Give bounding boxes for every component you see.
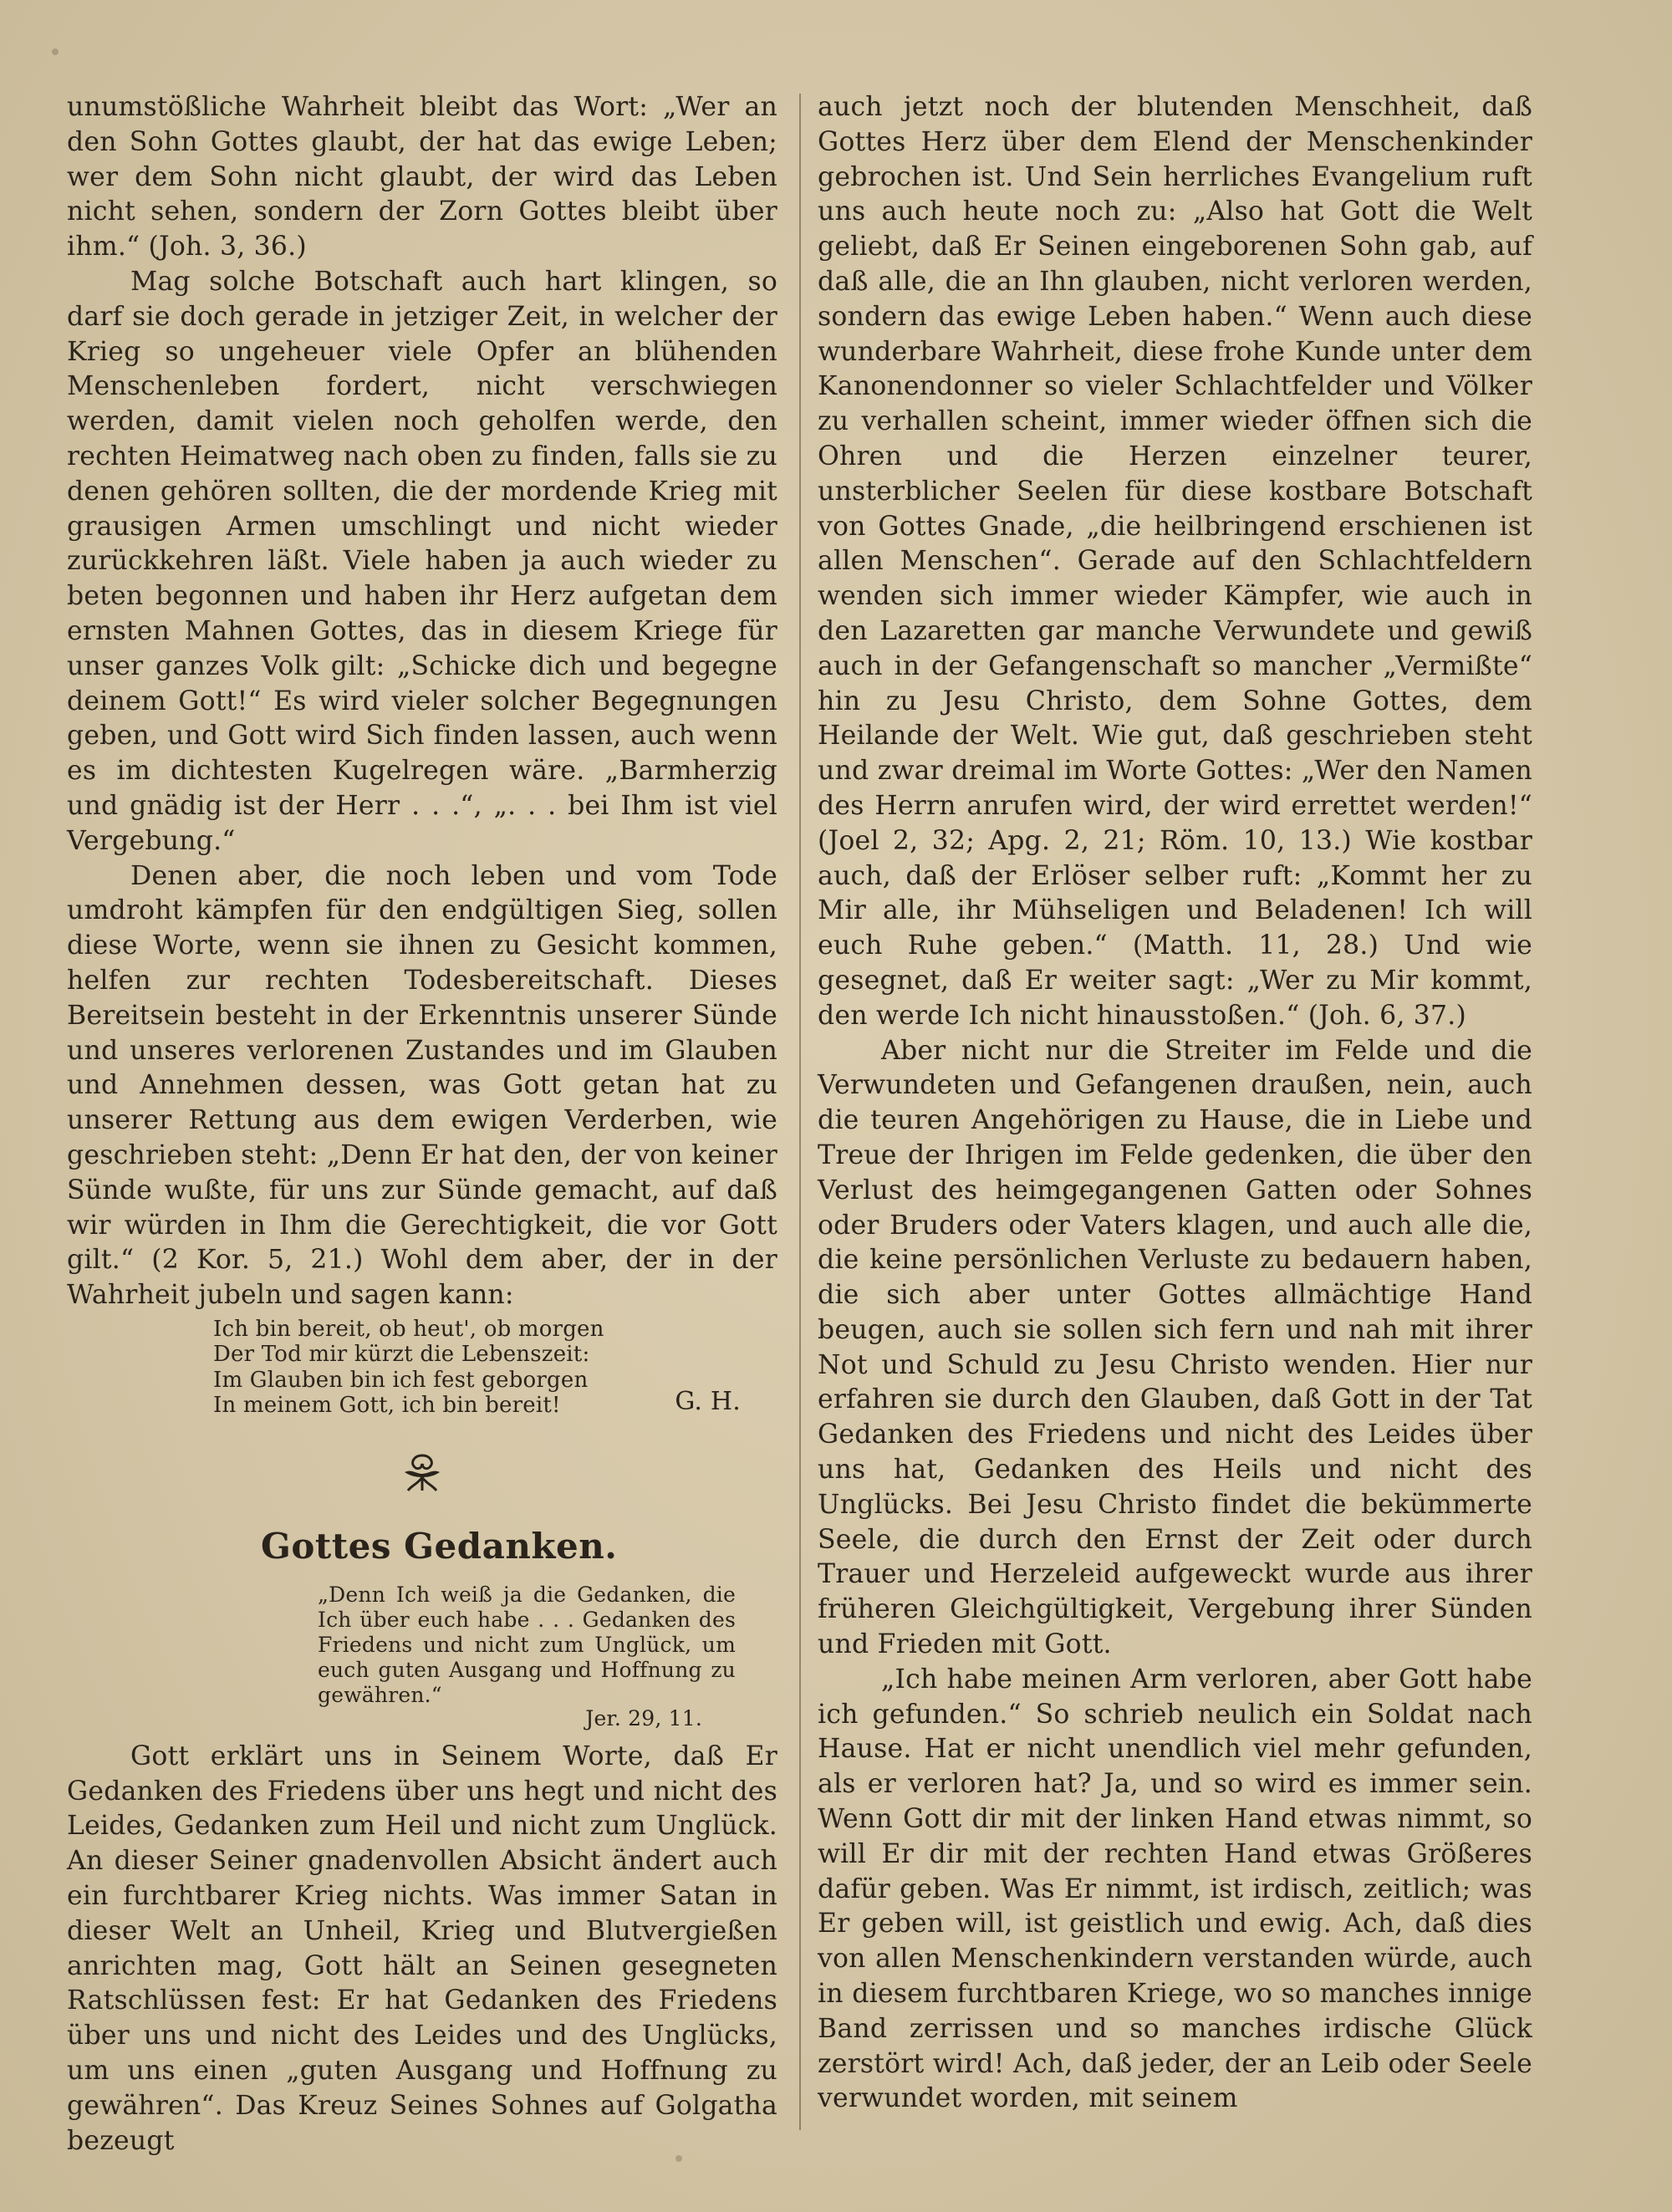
left-column (67, 90, 777, 2158)
paragraph: „Ich habe meinen Arm verloren, aber Gott habe ich gefunden.“ So schrieb neulich ein Soldat nach Hause. Hat er nicht unendlich viel mehr gefunden, als er verloren hat? Ja, und so wird es immer sein. Wenn Gott dir mit der linken Hand etwas nimmt, so will Er dir mit der rechten Hand etwas Größeres dafür geben. Was Er nimmt, ist irdisch, zeitlich; was Er geben will, ist geistlich und ewig. Ach, daß dies von allen Menschenkindern verstanden würde, auch in diesem furchtbaren Kriege, wo so manches innige Band zerrissen und so manches irdische Glück zerstört wird! Ach, daß jeder, der an Leib oder Seele verwundet worden, mit seinem (818, 1664, 1532, 2114)
motto-text: „Denn Ich weiß ja die Gedanken, die Ich über euch habe . . . Gedanken des Friedens und nicht zum Unglück, um euch guten Ausgang und Hoffnung zu gewähren.“ (318, 1582, 736, 1707)
poem-signature: G. H. (675, 1387, 741, 1417)
ornament (67, 1427, 777, 1519)
paragraph: Denen aber, die noch leben und vom Tode umdroht kämpfen für den endgültigen Sieg, sollen diese Worte, wenn sie ihnen zu Gesicht kommen, helfen zur rechten Todesbereitschaft. Dieses Bereitsein besteht in der Erkenntnis unserer Sünde und unseres verlorenen Zustandes und im Glauben und Annehmen dessen, was Gott getan hat zu unserer Rettung aus dem ewigen Verderben, wie geschrieben steht: „Denn Er hat den, der von keiner Sünde wußte, für uns zur Sünde gemacht, auf daß wir würden in Ihm die Gerechtigkeit, die vor Gott gilt.“ (2 Kor. 5, 21.) Wohl dem aber, der in der Wahrheit jubeln und sagen kann: (67, 860, 777, 1311)
paragraph: auch jetzt noch der blutenden Menschheit, daß Gottes Herz über dem Elend der Menschenkinder gebrochen ist. Und Sein herrliches Evangelium ruft uns auch heute noch zu: „Also hat Gott die Welt geliebt, daß Er Seinen eingeborenen Sohn gab, auf daß alle, die an Ihn glauben, nicht verloren werden, sondern das ewige Leben haben.“ Wenn auch diese wunderbare Wahrheit, diese frohe Kunde unter dem Kanonendonner so vieler Schlachtfelder und Völker zu verhallen scheint, immer wieder öffnen sich die Ohren und die Herzen einzelner teurer, unsterblicher Seelen für diese kostbare Botschaft von Gottes Gnade, „die heilbringend erschienen ist allen Menschen“. Gerade auf den Schlachtfeldern wenden sich immer wieder Kämpfer, wie auch in den Lazaretten gar manche Verwundete und gewiß auch in der Gefangenschaft so mancher „Vermißte“ hin zu Jesu Christo, dem Sohne Gottes, dem Heilande der Welt. Wie gut, daß geschrieben steht und zwar dreimal im Worte Gottes: „Wer den Namen des Herrn anrufen wird, der wird errettet werden!“ (Joel 2, 32; Apg. 2, 21; Röm. 10, 13.) Wie kostbar auch, daß der Erlöser selber ruft: „Kommt her zu Mir alle, ihr Mühseligen und Beladenen! Ich will euch Ruhe geben.“ (Matth. 11, 28.) Und wie gesegnet, daß Er weiter sagt: „Wer zu Mir kommt, den werde Ich nicht hinausstoßen.“ (Joh. 6, 37.) (818, 92, 1532, 1031)
poem-line: Ich bin bereit, ob heut', ob morgen (213, 1316, 604, 1342)
right-column (818, 90, 1532, 2117)
paragraph: Mag solche Botschaft auch hart klingen, so darf sie doch gerade in jetziger Zeit, in welcher der Krieg so ungeheuer viele Opfer an blühenden Menschenleben fordert, nicht verschwiegen werden, damit vielen noch geholfen werde, den rechten Heimatweg nach oben zu finden, falls sie zu denen gehören sollten, die der mordende Krieg mit grausigen Armen umschlingt und nicht wieder zurückkehren läßt. Viele haben ja auch wieder zu beten begonnen und haben ihr Herz aufgetan dem ernsten Mahnen Gottes, das in diesem Kriege für unser ganzes Volk gilt: „Schicke dich und begegne deinem Gott!“ Es wird vieler solcher Begegnungen geben, und Gott wird Sich finden lassen, auch wenn es im dichtesten Kugelregen wäre. „Barmherzig und gnädig ist der Herr . . .“, „. . . bei Ihm ist viel Vergebung.“ (67, 266, 777, 856)
column-divider (799, 94, 801, 2130)
motto-reference: Jer. 29, 11. (585, 1705, 702, 1730)
paper-speck (52, 48, 59, 55)
paragraph: Gott erklärt uns in Seinem Worte, daß Er Gedanken des Friedens über uns hegt und nicht des Leides, Gedanken zum Heil und nicht zum Unglück. An dieser Seiner gnadenvollen Absicht ändert auch ein furchtbarer Krieg nichts. Was immer Satan in dieser Welt an Unheil, Krieg und Blutvergießen anrichten mag, Gott hält an Seinen gesegneten Ratschlüssen fest: Er hat Gedanken des Friedens über uns und nicht des Leides und des Unglücks, um uns einen „guten Ausgang und Hoffnung zu gewähren“. Das Kreuz Seines Sohnes auf Golgatha bezeugt (67, 1741, 777, 2156)
motto (318, 1583, 736, 1731)
poem (67, 1317, 777, 1419)
section-heading: Gottes Gedanken. (261, 1525, 618, 1567)
paragraph: Aber nicht nur die Streiter im Felde und die Verwundeten und Gefangenen draußen, nein, auch die teuren Angehörigen zu Hause, die in Liebe und Treue der Ihrigen im Felde gedenken, die über den Verlust des heimgegangenen Gatten oder Sohnes oder Bruders oder Vaters klagen, und auch alle die, die keine persönlichen Verluste zu bedauern haben, die sich aber unter Gottes allmächtige Hand beugen, auch sie sollen sich fern und nah mit ihrer Not und Schuld zu Jesu Christo wenden. Hier nur erfahren sie durch den Glauben, daß Gott in der Tat Gedanken des Friedens und nicht des Leides über uns hat, Gedanken des Heils und nicht des Unglücks. Bei Jesu Christo findet die bekümmerte Seele, die durch den Ernst der Zeit oder durch Trauer und Herzeleid aufgeweckt wurde aus ihrer früheren Gleichgültigkeit, Vergebung ihrer Sünden und Frieden mit Gott. (818, 1035, 1532, 1660)
poem-line: Der Tod mir kürzt die Lebenszeit: (213, 1342, 590, 1368)
poem-line: Im Glauben bin ich fest geborgen (213, 1367, 589, 1393)
fleuron-icon (400, 1452, 445, 1494)
paragraph: unumstößliche Wahrheit bleibt das Wort: „Wer an den Sohn Gottes glaubt, der hat das ewige Leben; wer dem Sohn nicht glaubt, der wird das Leben nicht sehen, sondern der Zorn Gottes bleibt über ihm.“ (Joh. 3, 36.) (67, 92, 777, 262)
poem-line: In meinem Gott, ich bin bereit! (213, 1393, 561, 1419)
